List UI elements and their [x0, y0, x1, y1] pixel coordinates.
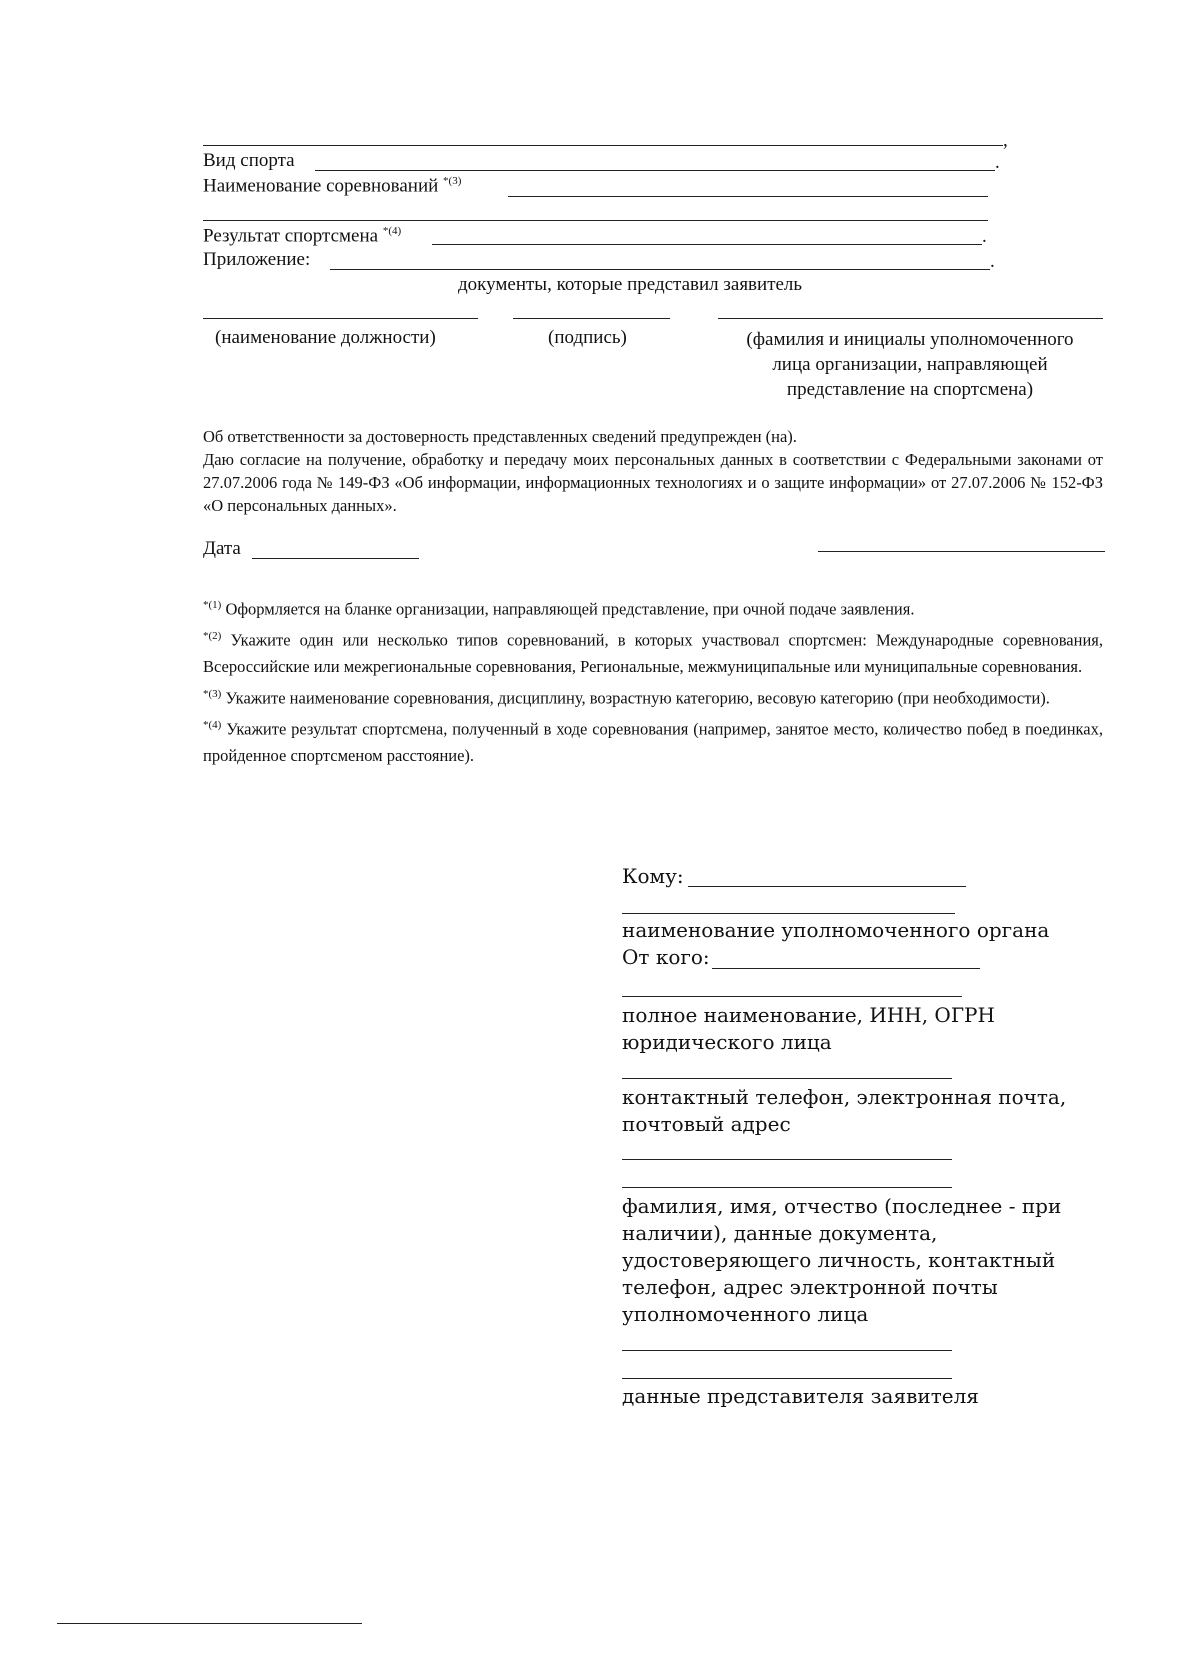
from-caption-line-1: полное наименование, ИНН, ОГРН	[622, 1003, 995, 1027]
name-caption-line-2: лица организации, направляющей	[772, 354, 1048, 375]
from-caption	[622, 1002, 995, 1056]
from-field-line-2[interactable]	[622, 996, 962, 997]
contact-caption-line-2: почтовый адрес	[622, 1112, 791, 1136]
footnote-1-mark: *(1)	[203, 599, 222, 611]
rep-caption: данные представителя заявителя	[622, 1384, 979, 1408]
appendix-caption: документы, которые представил заявитель	[458, 274, 803, 295]
footnote-separator	[57, 1623, 362, 1624]
footnote-3-mark: *(3)	[203, 687, 222, 700]
competition-label	[203, 175, 461, 197]
to-caption: наименование уполномоченного органа	[622, 918, 1050, 942]
person-caption-line-2: наличии), данные документа,	[622, 1221, 938, 1245]
applicant-signature-line[interactable]	[818, 551, 1105, 552]
position-caption: (наименование должности)	[215, 327, 436, 348]
from-caption-line-2: юридического лица	[622, 1030, 832, 1054]
person-caption-line-5: уполномоченного лица	[622, 1302, 869, 1326]
appendix-label: Приложение:	[203, 249, 311, 270]
competition-field-line-2[interactable]	[203, 220, 988, 221]
footnote-3-text: Укажите наименование соревнования, дисциплину, возрастную категорию, весовую категорию (при необходимости).	[225, 688, 1050, 707]
competition-field-line[interactable]	[508, 196, 988, 197]
contact-caption-line-1: контактный телефон, электронная почта,	[622, 1085, 1067, 1109]
footnote-2	[203, 623, 1103, 681]
appendix-dot: .	[990, 251, 995, 272]
footnote-4	[203, 712, 1103, 770]
top-line	[203, 145, 1003, 146]
name-caption-line-3: представление на спортсмена)	[786, 379, 1034, 400]
date-field-line[interactable]	[252, 558, 419, 559]
from-field-line[interactable]	[712, 968, 980, 969]
footnote-2-text: Укажите один или несколько типов соревнований, в которых участвовал спортсмен: Международные соревнования, Всероссийские или межрегиональные соревнования, Региональные, межмуниципальные или муниципальные соревнования.	[203, 630, 1103, 676]
name-caption	[715, 327, 1105, 402]
footnote-3	[203, 681, 1103, 712]
competition-label-text: Наименование соревнований	[203, 175, 439, 197]
person-caption-line-4: телефон, адрес электронной почты	[622, 1275, 998, 1299]
footnote-4-mark: *(4)	[203, 718, 222, 731]
rep-field-line-1[interactable]	[622, 1350, 952, 1351]
footnote-1-text: Оформляется на бланке организации, направляющей представление, при очной подаче заявления.	[225, 599, 915, 619]
result-dot: .	[982, 226, 987, 247]
from-label: От кого:	[622, 945, 710, 969]
sport-dot: .	[995, 152, 1000, 173]
footnote-1	[203, 592, 1103, 623]
footnote-4-text: Укажите результат спортсмена, полученный в ходе соревнования (например, занятое место, количество побед в поединках, пройденное спортсменом расстояние).	[203, 719, 1103, 765]
sport-label: Вид спорта	[203, 150, 295, 171]
to-field-line-2[interactable]	[622, 913, 955, 914]
person-caption-line-3: удостоверяющего личность, контактный	[622, 1248, 1056, 1272]
result-field-line[interactable]	[432, 244, 982, 245]
name-caption-line-1: (фамилия и инициалы уполномоченного	[746, 329, 1074, 350]
agree-text: Даю согласие на получение, обработку и передачу моих персональных данных в соответствии с Федеральными законами от 27.07.2006 года № 149-ФЗ «Об информации, информационных технологиях и о защите информации» от 27.07.2006 № 152-ФЗ «О персональных данных».	[203, 450, 1103, 515]
appendix-field-line[interactable]	[330, 269, 990, 270]
signature-line[interactable]	[513, 318, 670, 319]
signature-caption: (подпись)	[548, 327, 627, 348]
sport-field-line[interactable]	[315, 170, 995, 171]
rep-field-line-2[interactable]	[622, 1378, 952, 1379]
person-field-line-2[interactable]	[622, 1187, 952, 1188]
footnote-2-mark: *(2)	[203, 630, 222, 642]
person-field-line-1[interactable]	[622, 1159, 952, 1160]
result-label-text: Результат спортсмена	[203, 225, 379, 247]
date-label: Дата	[203, 538, 241, 559]
consent-block	[203, 425, 1103, 517]
result-footnote-mark: *(4)	[382, 225, 402, 237]
top-comma: ,	[1003, 130, 1008, 151]
person-caption	[622, 1193, 1061, 1328]
person-caption-line-1: фамилия, имя, отчество (последнее - при	[622, 1194, 1062, 1218]
name-line[interactable]	[718, 318, 1103, 319]
footnotes	[203, 592, 1103, 769]
contact-field-line[interactable]	[622, 1078, 952, 1079]
to-label: Кому:	[622, 864, 684, 888]
contact-caption	[622, 1084, 1066, 1138]
warned-text: Об ответственности за достоверность представленных сведений предупрежден (на).	[203, 427, 797, 446]
result-label	[203, 225, 401, 247]
to-field-line[interactable]	[688, 886, 966, 887]
position-line[interactable]	[203, 318, 478, 319]
competition-footnote-mark: *(3)	[443, 175, 462, 187]
